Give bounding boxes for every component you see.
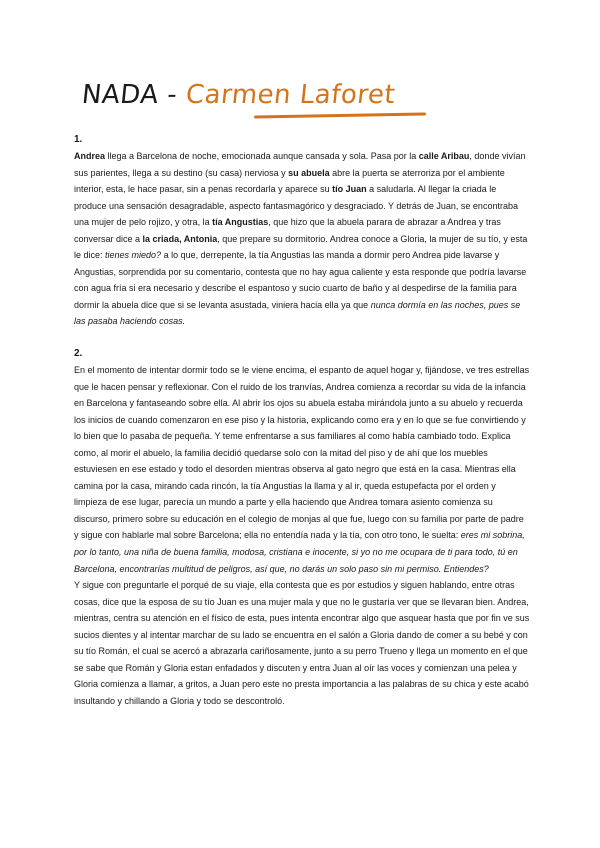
section-1-number: 1.: [74, 134, 83, 145]
section-1-segment: tío Juan: [332, 184, 367, 195]
section-1-segment: nunca dormía en las noches, pues se las pasaba haciendo cosas.: [74, 299, 521, 327]
section-2-continuation: Y sigue con preguntarle el porqué de su viaje, ella contesta que es por estudios y siguen hablando, entre otras cosas, dice que la esposa de su tío Juan es una mujer mala y que no le gustaría ver que se llevaran bien. Andrea, mientras, centra su atención en el físico de esta, pues intenta encontrar algo que asquear hasta que por fin ve sus sucios dientes y al intentar marchar de su lado se encuentra en el salón a Gloria dando de comer a su bebé y con su tío Román, el cual se acercó a abrazarla cariñosamente, junto a su perro Trueno y llega un momento en el que se sabe que Román y Gloria estan enfadados y discuten y entra Juan al oír las voces y comienzan una pelea y Gloria comienza a llamar, a gritos, a Juan pero este no presta importancia a las palabras de su chica y este acabó insultando y chillando a Gloria y todo se descontroló.: [74, 580, 530, 706]
section-1-segment: , donde vivían sus parientes, llega a su destino (su casa) nerviosa y: [74, 151, 526, 178]
section-2-segment: En el momento de intentar dormir todo se le viene encima, el espanto de aquel hogar y, fijándose, ve tres estrellas que le hacen pensar y reflexionar. Con el ruido de los tranvías, Andrea comienza a recordar su vida de la infancia en Barcelona y fantaseando sobre ella. Al abrir los ojos su abuela estaba mirándola junto a su abuelo y recuerda los inicios de cuando comenzaron en ese piso y la historia, explicando como era y en lo que se fue convirtiendo y lo bien que lo pasaba de pequeña. Y teme enfrentarse a sus familiares al como había cambiado todo. Explica como, al morir el abuelo, la familia decidió quedarse solo con la mitad del piso y de ahí que los muebles estuviesen en ese estado y todo el desorden mientras observa al gato negro que está en la casa. Mientras ella camina por la casa, mirando cada rincón, la tía Angustias la llama y al ir, queda estupefacta por el orden y limpieza de ese lugar, parecía un mundo a parte y ella haciendo que Andrea tomara asiento comienza su discurso, primero sobre su educación en el colegio de monjas al que fue, luego con su familia por parte de padre y sigue con hablarle mal sobre Barcelona; ella no entendía nada y la tía, con otro tono, le suelta:: [74, 365, 530, 541]
document-title: [82, 80, 395, 120]
title-underline: [254, 112, 426, 118]
section-1-segment: a saludarla. Al llegar la criada le produce una sensación desagradable, aspecto fantasmagórico y desgraciado. Y detrás de Juan, se encontraba una mujer de pelo rojizo, y otra, la: [74, 184, 518, 228]
section-2-number: 2.: [74, 348, 83, 360]
section-1-segment: abre la puerta se aterroriza por el ambiente interior, esta, le hace pasar, sin a penas recordarla y aparece su: [74, 167, 505, 195]
section-2-segment: eres mi sobrina, por lo tanto, una niña de buena familia, modosa, cristiana e inocente, si yo no me ocupara de ti para todo, tú en Barcelona, encontrarías multitud de peligros, así que, no darás un solo paso sin mi permiso. Entiendes?: [74, 530, 525, 574]
title-author: Carmen Laforet: [184, 80, 397, 110]
section-1-segment: , que hizo que la abuela parara de abrazar a Andrea y tras conversar dice a: [74, 217, 501, 244]
section-1-paragraph: [74, 148, 530, 330]
section-1-segment: calle Aribau: [418, 151, 470, 161]
section-1-segment: Andrea: [74, 151, 106, 161]
document-body: [74, 132, 530, 710]
section-1-segment: la criada, Antonia: [142, 233, 218, 244]
section-2-paragraph: [74, 362, 530, 577]
title-work: NADA -: [80, 80, 188, 110]
section-1-segment: , que prepare su dormitorio. Andrea conoce a Gloria, la mujer de su tío, y esta le dice:: [74, 233, 528, 261]
section-1-segment: su abuela: [288, 167, 330, 178]
section-1-segment: a lo que, derrepente, la tía Angustias las manda a dormir pero Andrea pide lavarse y Angustias, sorprendida por su comentario, contesta que no hay agua caliente y esta responde que podría lavarse con agua fría si era necesario y describe el espantoso y sucio cuarto de baño y al despedirse de la familia para dormir la abuela dice que si se levanta asustada, viniera hacia ella ya que: [74, 250, 527, 310]
section-1-segment: llega a Barcelona de noche, emocionada aunque cansada y sola. Pasa por la: [105, 151, 419, 161]
section-1-segment: tienes miedo?: [105, 250, 162, 261]
section-1-segment: tía Angustias: [212, 217, 269, 228]
